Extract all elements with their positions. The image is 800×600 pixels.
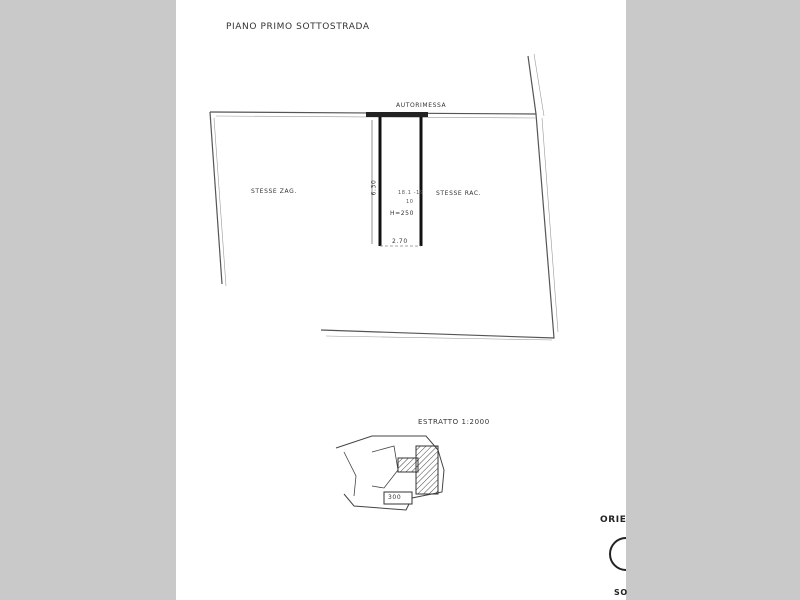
extract-scale-label: ESTRATTO 1:2000 <box>418 418 490 426</box>
garage-code-label: 18.1 -19 <box>398 190 424 196</box>
right-area-label: STESSE RAC. <box>436 190 482 197</box>
perimeter-lines <box>210 54 558 340</box>
extract-number-label: 300 <box>388 494 402 501</box>
right-bottom-wall <box>321 114 554 338</box>
garage-height-label: H=250 <box>390 210 414 217</box>
garage-top-bar <box>366 112 428 117</box>
orientation-label-2: SO <box>614 588 628 597</box>
orientation-label: ORIE <box>600 515 627 525</box>
garage-label: AUTORIMESSA <box>396 102 447 109</box>
left-wall <box>210 112 222 284</box>
left-area-label: STESSE ZAG. <box>251 188 297 195</box>
garage-code-label-2: 10 <box>406 199 414 205</box>
top-wall <box>210 56 536 114</box>
drawing-title: PIANO PRIMO SOTTOSTRADA <box>226 22 370 32</box>
drawing-sheet <box>176 0 626 600</box>
extract-hatched-arm <box>398 458 418 472</box>
extract-hatched-area <box>416 446 438 494</box>
extract-block <box>372 446 398 488</box>
garage-width-label: 2.70 <box>392 238 408 245</box>
compass-icon <box>610 538 626 570</box>
floor-plan-drawing <box>176 0 626 600</box>
extract-inner-line <box>344 452 356 496</box>
garage-depth-label: 6.30 <box>370 179 378 196</box>
